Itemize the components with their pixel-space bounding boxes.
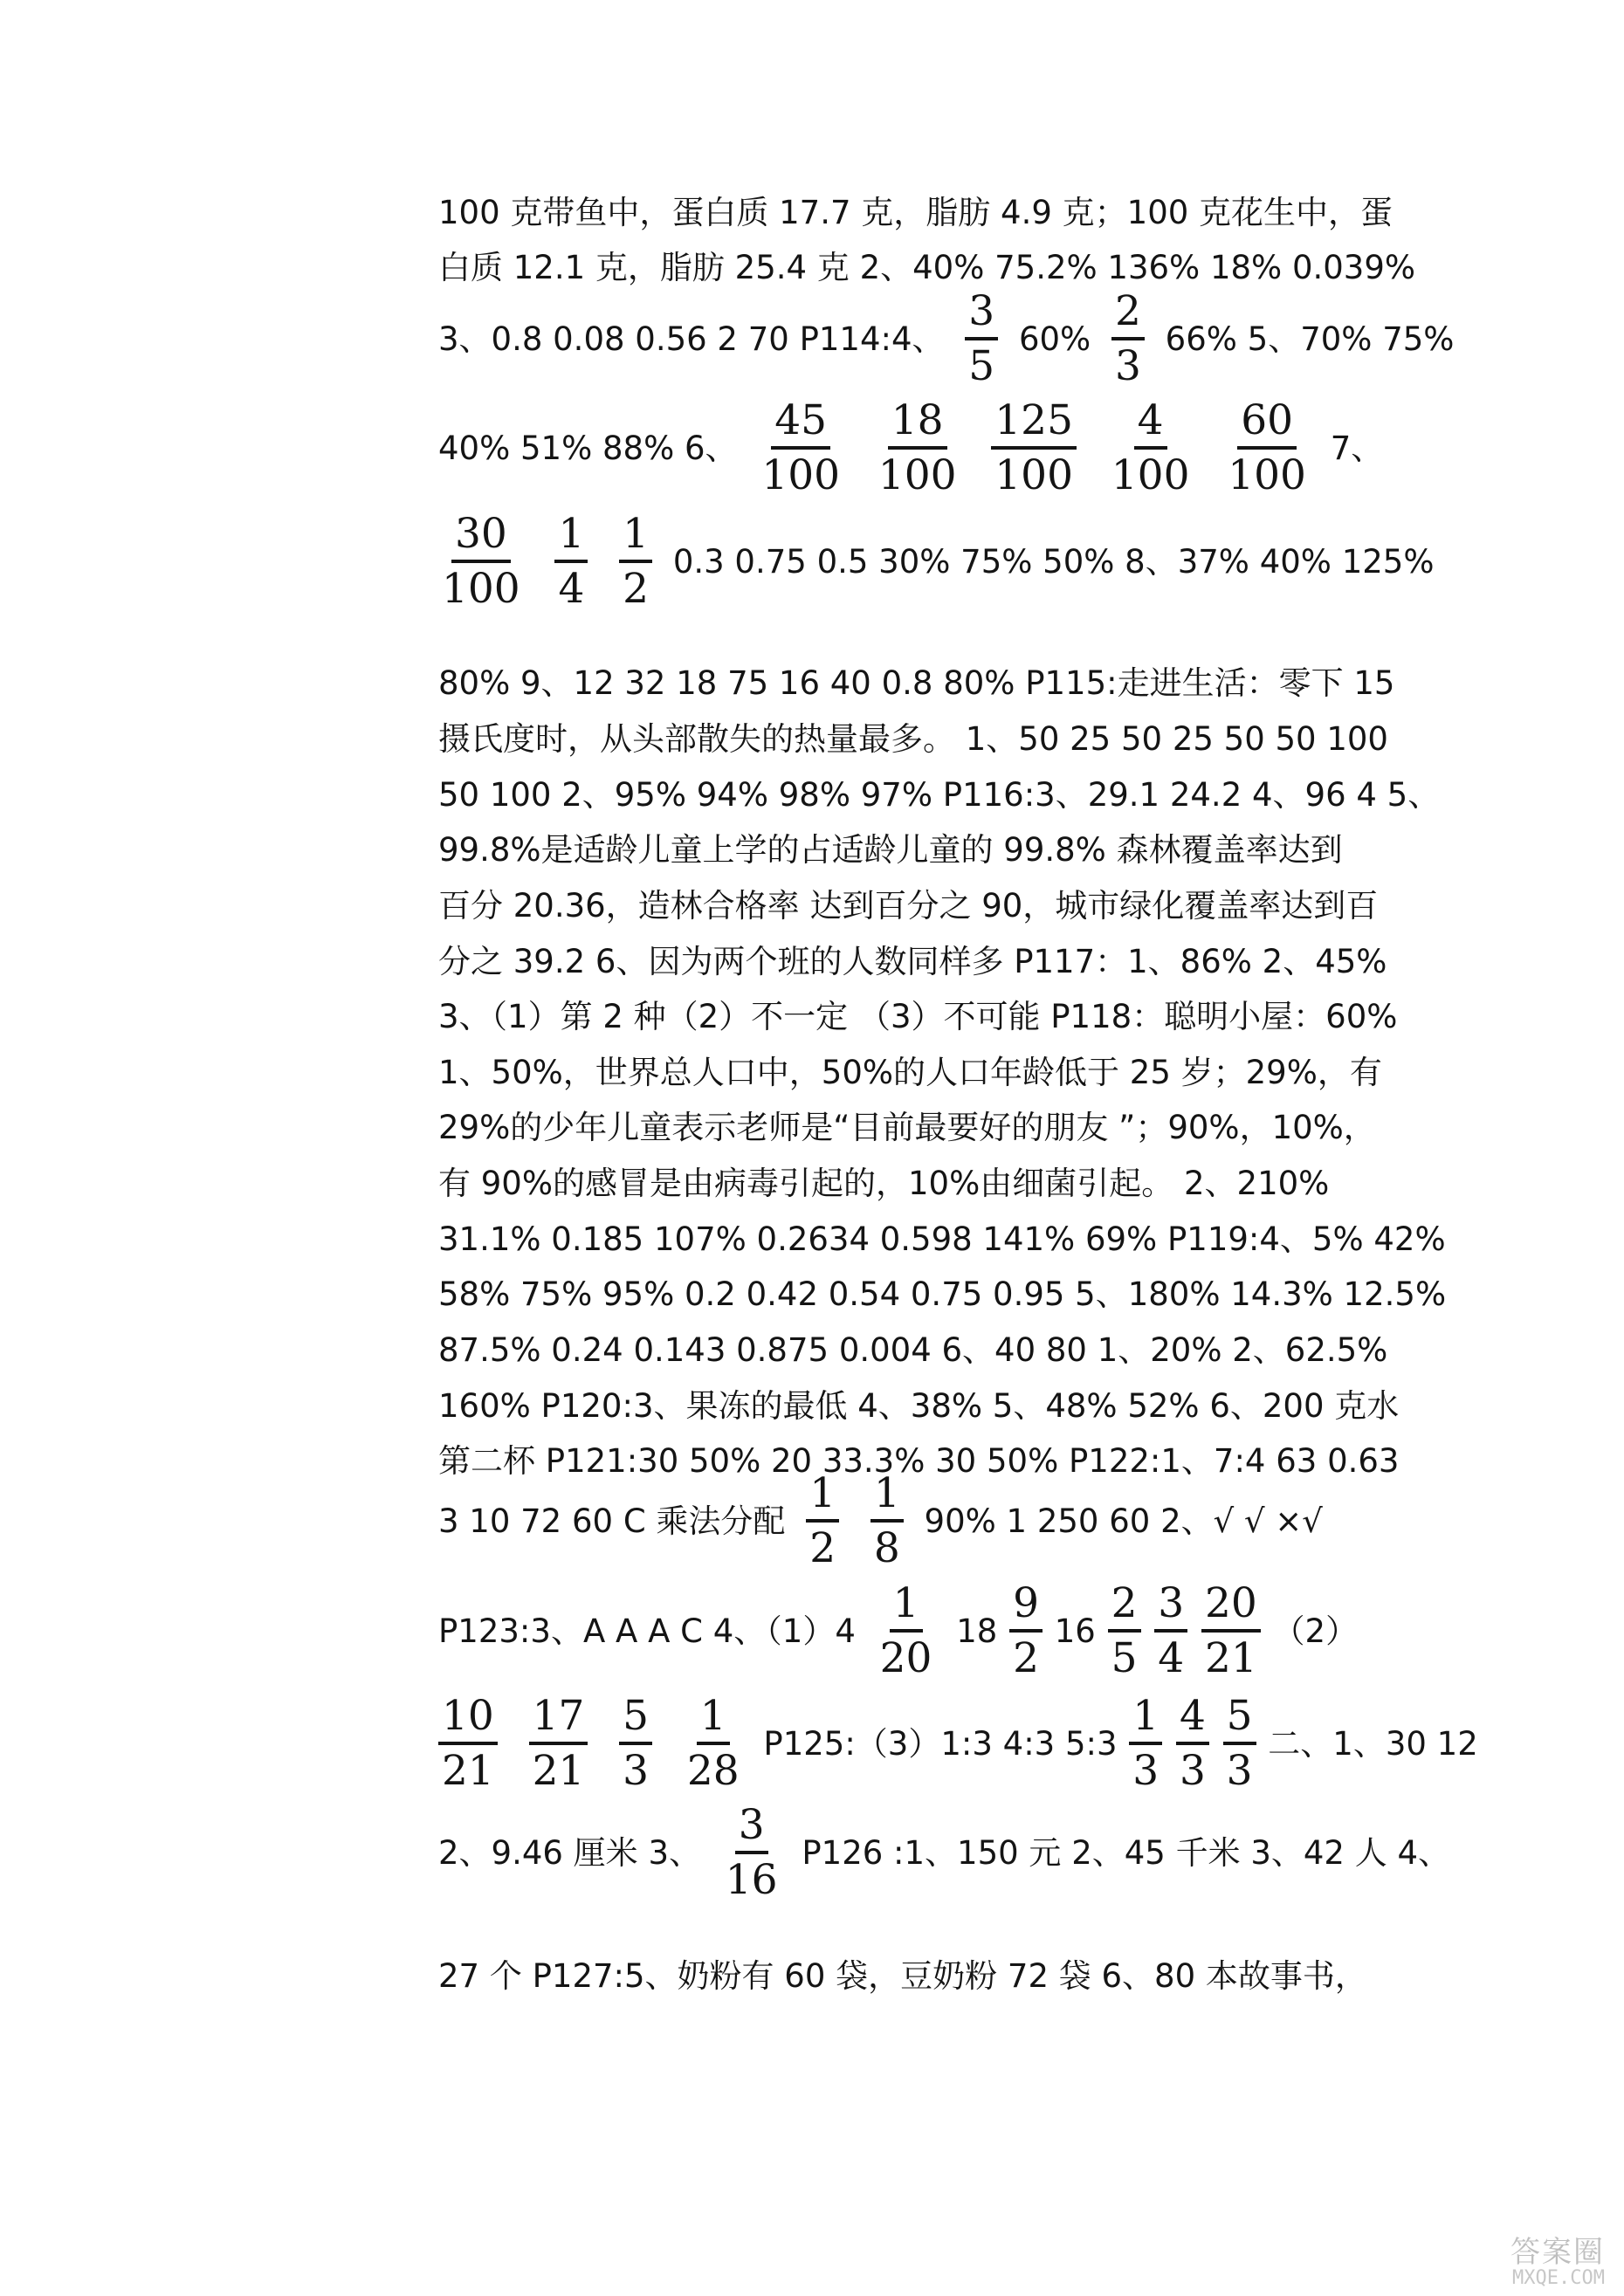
fraction-numerator: 20 <box>1201 1583 1261 1633</box>
line-text: 100 克带鱼中，蛋白质 17.7 克，脂肪 4.9 克；100 克花生中，蛋 <box>438 193 1393 231</box>
fraction-denominator: 3 <box>1114 342 1141 390</box>
watermark-text: 答案圈 <box>1510 2235 1605 2270</box>
fraction <box>991 396 1077 499</box>
text-line <box>438 1055 1382 1089</box>
line-text: 0.3 0.75 0.5 30% 75% 50% 8、37% 40% 125% <box>672 542 1435 581</box>
fraction-denominator: 4 <box>558 565 585 613</box>
text-line <box>438 1956 1367 1995</box>
fraction <box>1111 287 1145 390</box>
text-line <box>438 1579 1359 1682</box>
line-text: P126 :1、150 元 2、45 千米 3、42 人 4、 <box>802 1833 1451 1872</box>
fraction <box>722 1801 781 1904</box>
text-line <box>438 1330 1388 1369</box>
line-text: 分之 39.2 6、因为两个班的人数同样多 P117：1、86% 2、45% <box>438 942 1387 980</box>
line-text: 百分 20.36，造林合格率 达到百分之 90，城市绿化覆盖率达到百 <box>438 886 1379 925</box>
fraction-numerator: 1 <box>697 1695 730 1745</box>
text-line <box>438 886 1379 925</box>
fraction-numerator: 5 <box>619 1695 652 1745</box>
fraction-denominator: 2 <box>1013 1634 1039 1682</box>
text-line <box>438 1110 1376 1144</box>
fraction-denominator: 3 <box>623 1747 650 1795</box>
fraction-denominator: 20 <box>879 1634 932 1682</box>
fraction <box>619 510 652 613</box>
line-text: P123:3、A A A C 4、（1）4 <box>438 1612 856 1650</box>
text-line <box>438 195 1393 229</box>
fraction-numerator: 30 <box>451 513 511 563</box>
fraction <box>875 396 960 499</box>
fraction-denominator: 21 <box>442 1747 494 1795</box>
fraction <box>758 396 843 499</box>
line-text: 第二杯 P121:30 50% 20 33.3% 30 50% P122:1、7:4 63 0.63 <box>438 1441 1400 1480</box>
fraction-denominator: 5 <box>968 342 995 390</box>
fraction <box>684 1692 743 1795</box>
line-text: 白质 12.1 克，脂肪 25.4 克 2、40% 75.2% 136% 18% 0.039% <box>438 248 1416 286</box>
fraction-denominator: 28 <box>686 1747 740 1795</box>
watermark-url: MXQE.COM <box>1512 2267 1605 2289</box>
fraction-numerator: 125 <box>991 400 1077 450</box>
text-line <box>438 1469 1323 1572</box>
fraction-numerator: 45 <box>771 400 830 450</box>
fraction-denominator: 3 <box>1226 1747 1253 1795</box>
fraction-numerator: 5 <box>1223 1695 1256 1745</box>
text-line <box>438 1165 1329 1200</box>
line-text: 60% <box>1018 320 1091 358</box>
fraction-denominator: 4 <box>1158 1634 1185 1682</box>
fraction <box>1108 396 1194 499</box>
fraction <box>1108 1579 1141 1682</box>
line-text: 二、1、30 12 <box>1268 1724 1478 1763</box>
text-line <box>438 663 1395 702</box>
fraction-denominator: 2 <box>623 565 650 613</box>
fraction-numerator: 17 <box>529 1695 588 1745</box>
text-line <box>438 250 1415 284</box>
line-text: 2、9.46 厘米 3、 <box>438 1833 701 1872</box>
text-line <box>438 510 1435 613</box>
line-text: 3、0.8 0.08 0.56 2 70 P114:4、 <box>438 320 945 358</box>
line-text: 40% 51% 88% 6、 <box>438 429 738 467</box>
fraction <box>1223 1692 1256 1795</box>
fraction <box>806 1469 839 1572</box>
text-line <box>438 287 1455 390</box>
fraction-denominator: 16 <box>725 1856 778 1904</box>
text-line <box>438 775 1441 814</box>
fraction-denominator: 21 <box>532 1747 585 1795</box>
fraction-denominator: 2 <box>809 1524 836 1572</box>
fraction-numerator: 1 <box>554 513 588 563</box>
fraction-numerator: 3 <box>965 291 998 340</box>
fraction <box>1201 1579 1261 1682</box>
line-text: 有 90%的感冒是由病毒引起的，10%由细菌引起。 2、210% <box>438 1164 1330 1202</box>
line-text: 27 个 P127:5、奶粉有 60 袋，豆奶粉 72 袋 6、80 本故事书， <box>438 1956 1367 1995</box>
fraction <box>1129 1692 1162 1795</box>
text-line <box>438 1386 1400 1425</box>
line-text: 50 100 2、95% 94% 98% 97% P116:3、29.1 24.2 4、96 4 5、 <box>438 775 1441 814</box>
text-line <box>438 944 1387 978</box>
fraction-numerator: 1 <box>1129 1695 1162 1745</box>
line-text: 7、 <box>1330 429 1384 467</box>
fraction-numerator: 1 <box>890 1583 923 1633</box>
fraction <box>529 1692 588 1795</box>
line-text: P125:（3）1:3 4:3 5:3 <box>763 1724 1118 1763</box>
fraction-numerator: 2 <box>1111 291 1145 340</box>
line-text: 58% 75% 95% 0.2 0.42 0.54 0.75 0.95 5、180% 14.3% 12.5% <box>438 1275 1447 1313</box>
fraction <box>965 287 998 390</box>
text-line <box>438 719 1388 758</box>
fraction-numerator: 18 <box>888 400 947 450</box>
fraction <box>438 1692 498 1795</box>
fraction <box>1154 1579 1187 1682</box>
fraction-denominator: 100 <box>761 451 841 499</box>
fraction-numerator: 1 <box>619 513 652 563</box>
line-text: 87.5% 0.24 0.143 0.875 0.004 6、40 80 1、20% 2、62.5% <box>438 1330 1388 1369</box>
fraction-numerator: 9 <box>1009 1583 1043 1633</box>
fraction-denominator: 21 <box>1204 1634 1257 1682</box>
line-text: 3、（1）第 2 种（2）不一定 （3）不可能 P118：聪明小屋：60% <box>438 997 1398 1035</box>
fraction-numerator: 60 <box>1237 400 1297 450</box>
text-line <box>438 999 1397 1033</box>
fraction <box>870 1469 904 1572</box>
text-line <box>438 396 1384 499</box>
fraction-numerator: 4 <box>1176 1695 1209 1745</box>
text-line <box>438 1220 1446 1258</box>
fraction-numerator: 1 <box>870 1473 904 1523</box>
fraction-numerator: 1 <box>806 1473 839 1523</box>
line-text: 66% 5、70% 75% <box>1165 320 1455 358</box>
fraction-denominator: 3 <box>1132 1747 1160 1795</box>
line-text: 摄氏度时，从头部散失的热量最多。 1、50 25 50 25 50 50 100 <box>438 719 1388 758</box>
line-text: 29%的少年儿童表示老师是“目前最要好的朋友 ”；90%，10%， <box>438 1108 1376 1146</box>
fraction <box>1009 1579 1043 1682</box>
line-text: 90% 1 250 60 2、√ √ ×√ <box>924 1502 1323 1540</box>
fraction-numerator: 2 <box>1108 1583 1141 1633</box>
line-text: 18 <box>956 1612 998 1650</box>
watermark-logo <box>1439 2228 1605 2289</box>
fraction-numerator: 3 <box>1154 1583 1187 1633</box>
line-text: 16 <box>1054 1612 1096 1650</box>
fraction-denominator: 8 <box>873 1524 900 1572</box>
line-text: 99.8%是适龄儿童上学的占适龄儿童的 99.8% 森林覆盖率达到 <box>438 830 1343 869</box>
text-line <box>438 1692 1478 1795</box>
fraction-denominator: 100 <box>1228 451 1306 499</box>
line-text: 80% 9、12 32 18 75 16 40 0.8 80% P115:走进生活：零下 15 <box>438 663 1395 702</box>
text-line <box>438 1441 1400 1480</box>
line-text: 31.1% 0.185 107% 0.2634 0.598 141% 69% P119:4、5% 42% <box>438 1220 1446 1258</box>
fraction-denominator: 3 <box>1179 1747 1206 1795</box>
fraction <box>877 1579 936 1682</box>
fraction-numerator: 4 <box>1134 400 1167 450</box>
fraction-numerator: 3 <box>735 1804 768 1854</box>
text-line <box>438 1801 1451 1904</box>
text-line <box>438 830 1343 869</box>
fraction-denominator: 100 <box>877 451 957 499</box>
fraction <box>1224 396 1310 499</box>
line-text: （2） <box>1272 1612 1359 1650</box>
fraction-numerator: 10 <box>438 1695 498 1745</box>
text-line <box>438 1275 1447 1313</box>
fraction <box>1176 1692 1209 1795</box>
line-text: 160% P120:3、果冻的最低 4、38% 5、48% 52% 6、200 克水 <box>438 1386 1400 1425</box>
fraction <box>619 1692 652 1795</box>
line-text: 1、50%，世界总人口中，50%的人口年龄低于 25 岁；29%，有 <box>438 1053 1382 1091</box>
fraction-denominator: 100 <box>442 565 520 613</box>
line-text: 3 10 72 60 C 乘法分配 <box>438 1502 786 1540</box>
fraction <box>554 510 588 613</box>
fraction-denominator: 100 <box>1111 451 1190 499</box>
fraction-denominator: 100 <box>994 451 1073 499</box>
fraction-denominator: 5 <box>1111 1634 1138 1682</box>
fraction <box>438 510 524 613</box>
